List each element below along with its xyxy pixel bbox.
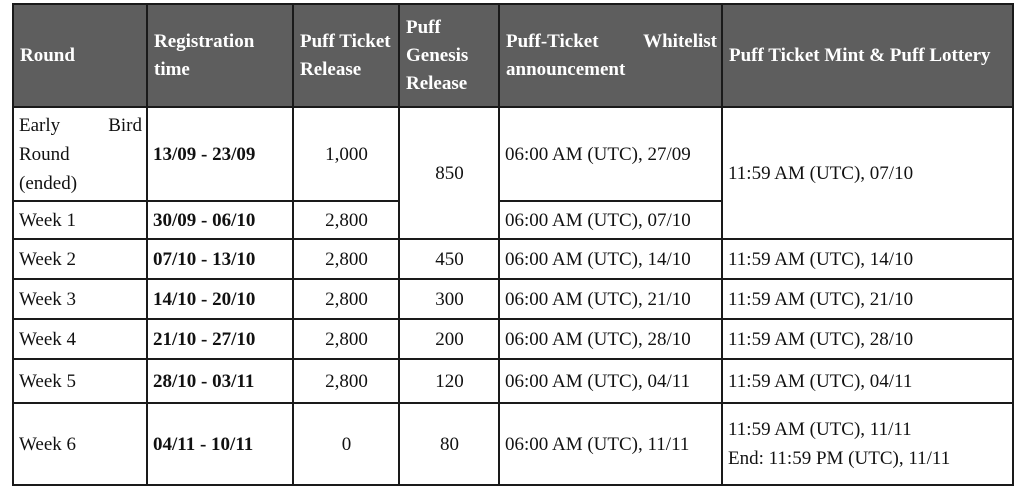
table-row <box>13 107 1013 201</box>
genesis-release-cell: 120 <box>399 359 499 403</box>
ticket-release-cell: 2,800 <box>293 201 399 239</box>
genesis-release-cell: 80 <box>399 403 499 485</box>
whitelist-cell: 06:00 AM (UTC), 14/10 <box>499 239 722 279</box>
round-cell: Week 4 <box>13 319 147 359</box>
puff-schedule-table <box>12 3 1014 486</box>
registration-cell: 21/10 - 27/10 <box>147 319 293 359</box>
registration-cell: 14/10 - 20/10 <box>147 279 293 319</box>
round-cell: Week 6 <box>13 403 147 485</box>
header-ticket-release: Puff Ticket Release <box>293 4 399 107</box>
header-mint-lottery: Puff Ticket Mint & Puff Lottery <box>722 4 1013 107</box>
table-row <box>13 319 1013 359</box>
ticket-release-cell: 2,800 <box>293 359 399 403</box>
header-genesis-release: Puff Genesis Release <box>399 4 499 107</box>
round-line: Early Bird <box>19 114 142 136</box>
table-row <box>13 359 1013 403</box>
round-line: Round <box>19 143 70 165</box>
mint-lottery-cell: 11:59 AM (UTC), 04/11 <box>722 359 1013 403</box>
whitelist-cell: 06:00 AM (UTC), 27/09 <box>499 107 722 201</box>
registration-cell: 07/10 - 13/10 <box>147 239 293 279</box>
ticket-release-cell: 2,800 <box>293 319 399 359</box>
whitelist-cell: 06:00 AM (UTC), 28/10 <box>499 319 722 359</box>
ticket-release-cell: 0 <box>293 403 399 485</box>
round-line: (ended) <box>19 172 78 194</box>
mint-lottery-cell: 11:59 AM (UTC), 14/10 <box>722 239 1013 279</box>
registration-cell: 30/09 - 06/10 <box>147 201 293 239</box>
ticket-release-cell: 2,800 <box>293 239 399 279</box>
ticket-release-cell: 1,000 <box>293 107 399 201</box>
registration-cell: 04/11 - 10/11 <box>147 403 293 485</box>
whitelist-cell: 06:00 AM (UTC), 04/11 <box>499 359 722 403</box>
round-cell <box>13 107 147 201</box>
round-cell: Week 3 <box>13 279 147 319</box>
round-cell: Week 1 <box>13 201 147 239</box>
genesis-release-cell: 200 <box>399 319 499 359</box>
mint-lottery-line: 11:59 AM (UTC), 11/11 <box>728 419 912 440</box>
table-row <box>13 279 1013 319</box>
whitelist-cell: 06:00 AM (UTC), 11/11 <box>499 403 722 485</box>
mint-lottery-cell: 11:59 AM (UTC), 28/10 <box>722 319 1013 359</box>
table-header-row <box>13 4 1013 107</box>
mint-lottery-cell: 11:59 AM (UTC), 21/10 <box>722 279 1013 319</box>
table-row <box>13 403 1013 485</box>
table-row <box>13 239 1013 279</box>
header-whitelist-announcement: Puff-Ticket Whitelist announcement <box>499 4 722 107</box>
registration-cell: 13/09 - 23/09 <box>147 107 293 201</box>
mint-lottery-cell <box>722 403 1013 485</box>
genesis-release-cell: 300 <box>399 279 499 319</box>
registration-cell: 28/10 - 03/11 <box>147 359 293 403</box>
mint-lottery-end-line: End: 11:59 PM (UTC), 11/11 <box>728 448 951 469</box>
whitelist-cell: 06:00 AM (UTC), 21/10 <box>499 279 722 319</box>
header-round: Round <box>13 4 147 107</box>
ticket-release-cell: 2,800 <box>293 279 399 319</box>
genesis-release-cell: 850 <box>399 107 499 239</box>
mint-lottery-cell: 11:59 AM (UTC), 07/10 <box>722 107 1013 239</box>
round-cell: Week 5 <box>13 359 147 403</box>
genesis-release-cell: 450 <box>399 239 499 279</box>
round-cell: Week 2 <box>13 239 147 279</box>
header-registration-time: Registration time <box>147 4 293 107</box>
whitelist-cell: 06:00 AM (UTC), 07/10 <box>499 201 722 239</box>
